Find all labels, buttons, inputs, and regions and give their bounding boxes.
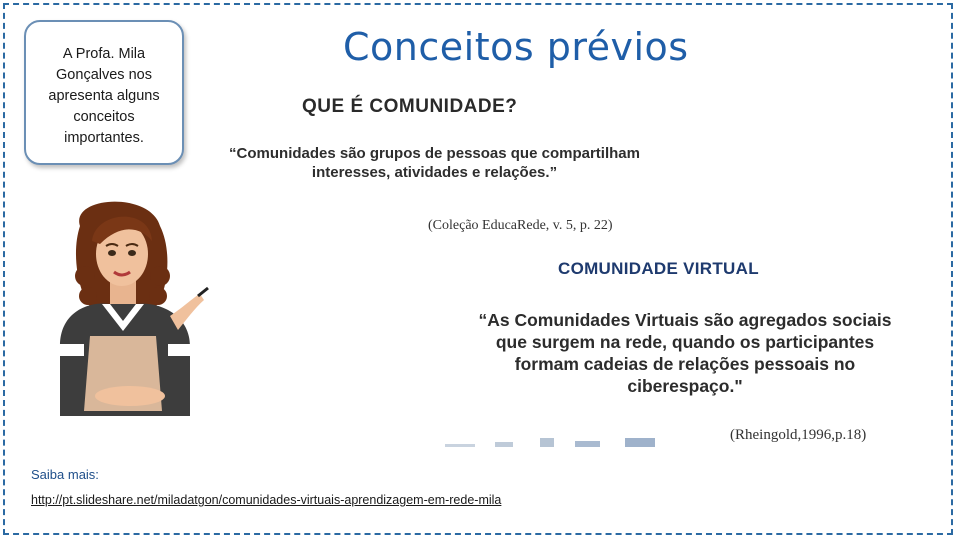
teacher-illustration [40,196,210,416]
speech-bubble-text: A Profa. Mila Gonçalves nos apresenta alguns conceitos importantes. [48,46,160,146]
page-title: Conceitos prévios [343,25,689,69]
cropped-image-remnant [445,436,665,448]
reference-link[interactable]: http://pt.slideshare.net/miladatgon/comunidades-virtuais-aprendizagem-em-rede-mila [31,493,502,507]
citation-educarede: (Coleção EducaRede, v. 5, p. 22) [428,218,613,233]
section-heading-comunidade-virtual: COMUNIDADE VIRTUAL [558,259,759,278]
citation-rheingold: (Rheingold,1996,p.18) [730,427,867,443]
quote-comunidade: “Comunidades são grupos de pessoas que compartilham interesses, atividades e relações.” [229,145,640,181]
speech-bubble [24,20,184,165]
section-heading-comunidade: QUE É COMUNIDADE? [302,96,518,117]
quote-comunidade-virtual: “As Comunidades Virtuais são agregados sociais que surgem na rede, quando os participantes formam cadeias de relações pessoais no ciberespaço." [478,310,892,396]
saiba-mais-label: Saiba mais: [31,467,99,482]
